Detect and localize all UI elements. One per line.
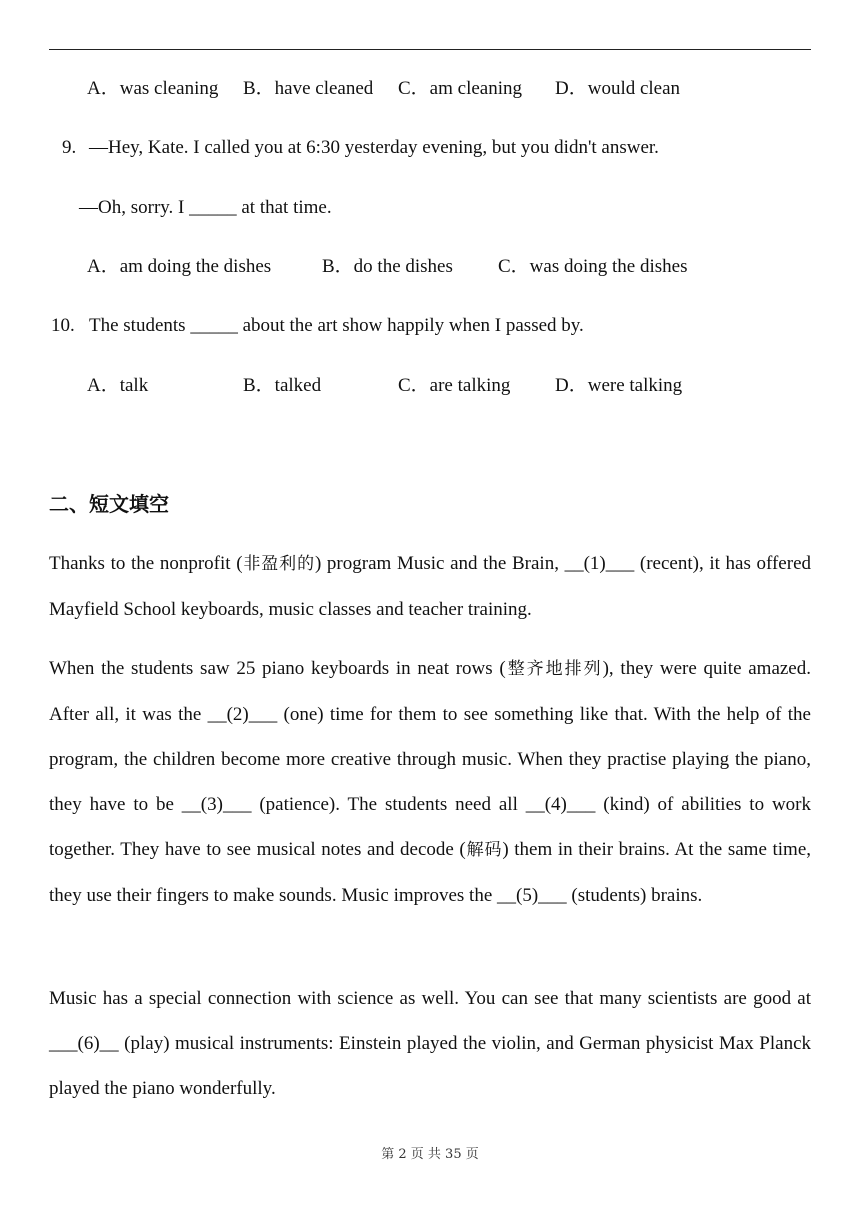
p2-chinese-gloss-1: 整齐地排列 [505, 659, 603, 679]
p1-text-a: Thanks to the nonprofit ( [49, 553, 243, 574]
q8-option-a: A．was cleaning [87, 78, 219, 99]
section-title: 二、短文填空 [49, 492, 169, 516]
header-rule [49, 49, 811, 50]
p2-text-c: ) them in their brains. At the same time, they use their fingers to make sounds. Music improves the __(5)___ (students) brains. [49, 839, 812, 906]
paragraph-1 [49, 541, 811, 632]
q10-option-b: B．talked [243, 375, 322, 396]
q10-number: 10. [51, 315, 75, 336]
q8-option-d: D．would clean [555, 78, 681, 99]
p2-text-b: ), they were quite amazed. After all, it was the __(2)___ (one) time for them to see something like that. With the help of the program, the children become more creative through music. When they practise playing the piano, they have to be __(3)___ (patience). The students need all __(4)___ (kind) of abilities to work together. They have to see musical notes and decode ( [49, 658, 811, 860]
q9-option-b: B．do the dishes [322, 256, 453, 277]
q10-option-a: A．talk [87, 375, 149, 396]
q10-option-c: C．are talking [398, 375, 511, 396]
q9-number: 9. [62, 137, 77, 158]
q10-text: The students _____ about the art show happily when I passed by. [89, 315, 584, 336]
page-footer: 第 2 页 共 35 页 [381, 1147, 479, 1162]
q8-option-c: C．am cleaning [398, 78, 522, 99]
paragraph-3: Music has a special connection with science as well. You can see that many scientists are good at ___(6)__ (play) musical instruments: Einstein played the violin, and German physicist Max Planck played the piano wonderfully. [49, 988, 811, 1099]
q9-option-c: C．was doing the dishes [498, 256, 688, 277]
q9-line1: —Hey, Kate. I called you at 6:30 yesterday evening, but you didn't answer. [89, 137, 659, 158]
p2-chinese-gloss-2: 解码 [465, 840, 503, 860]
paragraph-2 [49, 646, 811, 918]
q8-option-b: B．have cleaned [243, 78, 374, 99]
p2-text-a: When the students saw 25 piano keyboards in neat rows ( [49, 658, 506, 679]
q9-line2: —Oh, sorry. I _____ at that time. [79, 197, 332, 218]
q9-option-a: A．am doing the dishes [87, 256, 272, 277]
q10-option-d: D．were talking [555, 375, 683, 396]
p1-text-b: ) program Music and the Brain, __(1)___ (recent), it has offered Mayfield School keyboards, music classes and teacher training. [49, 553, 812, 620]
p1-chinese-gloss: 非盈利的 [242, 554, 315, 574]
